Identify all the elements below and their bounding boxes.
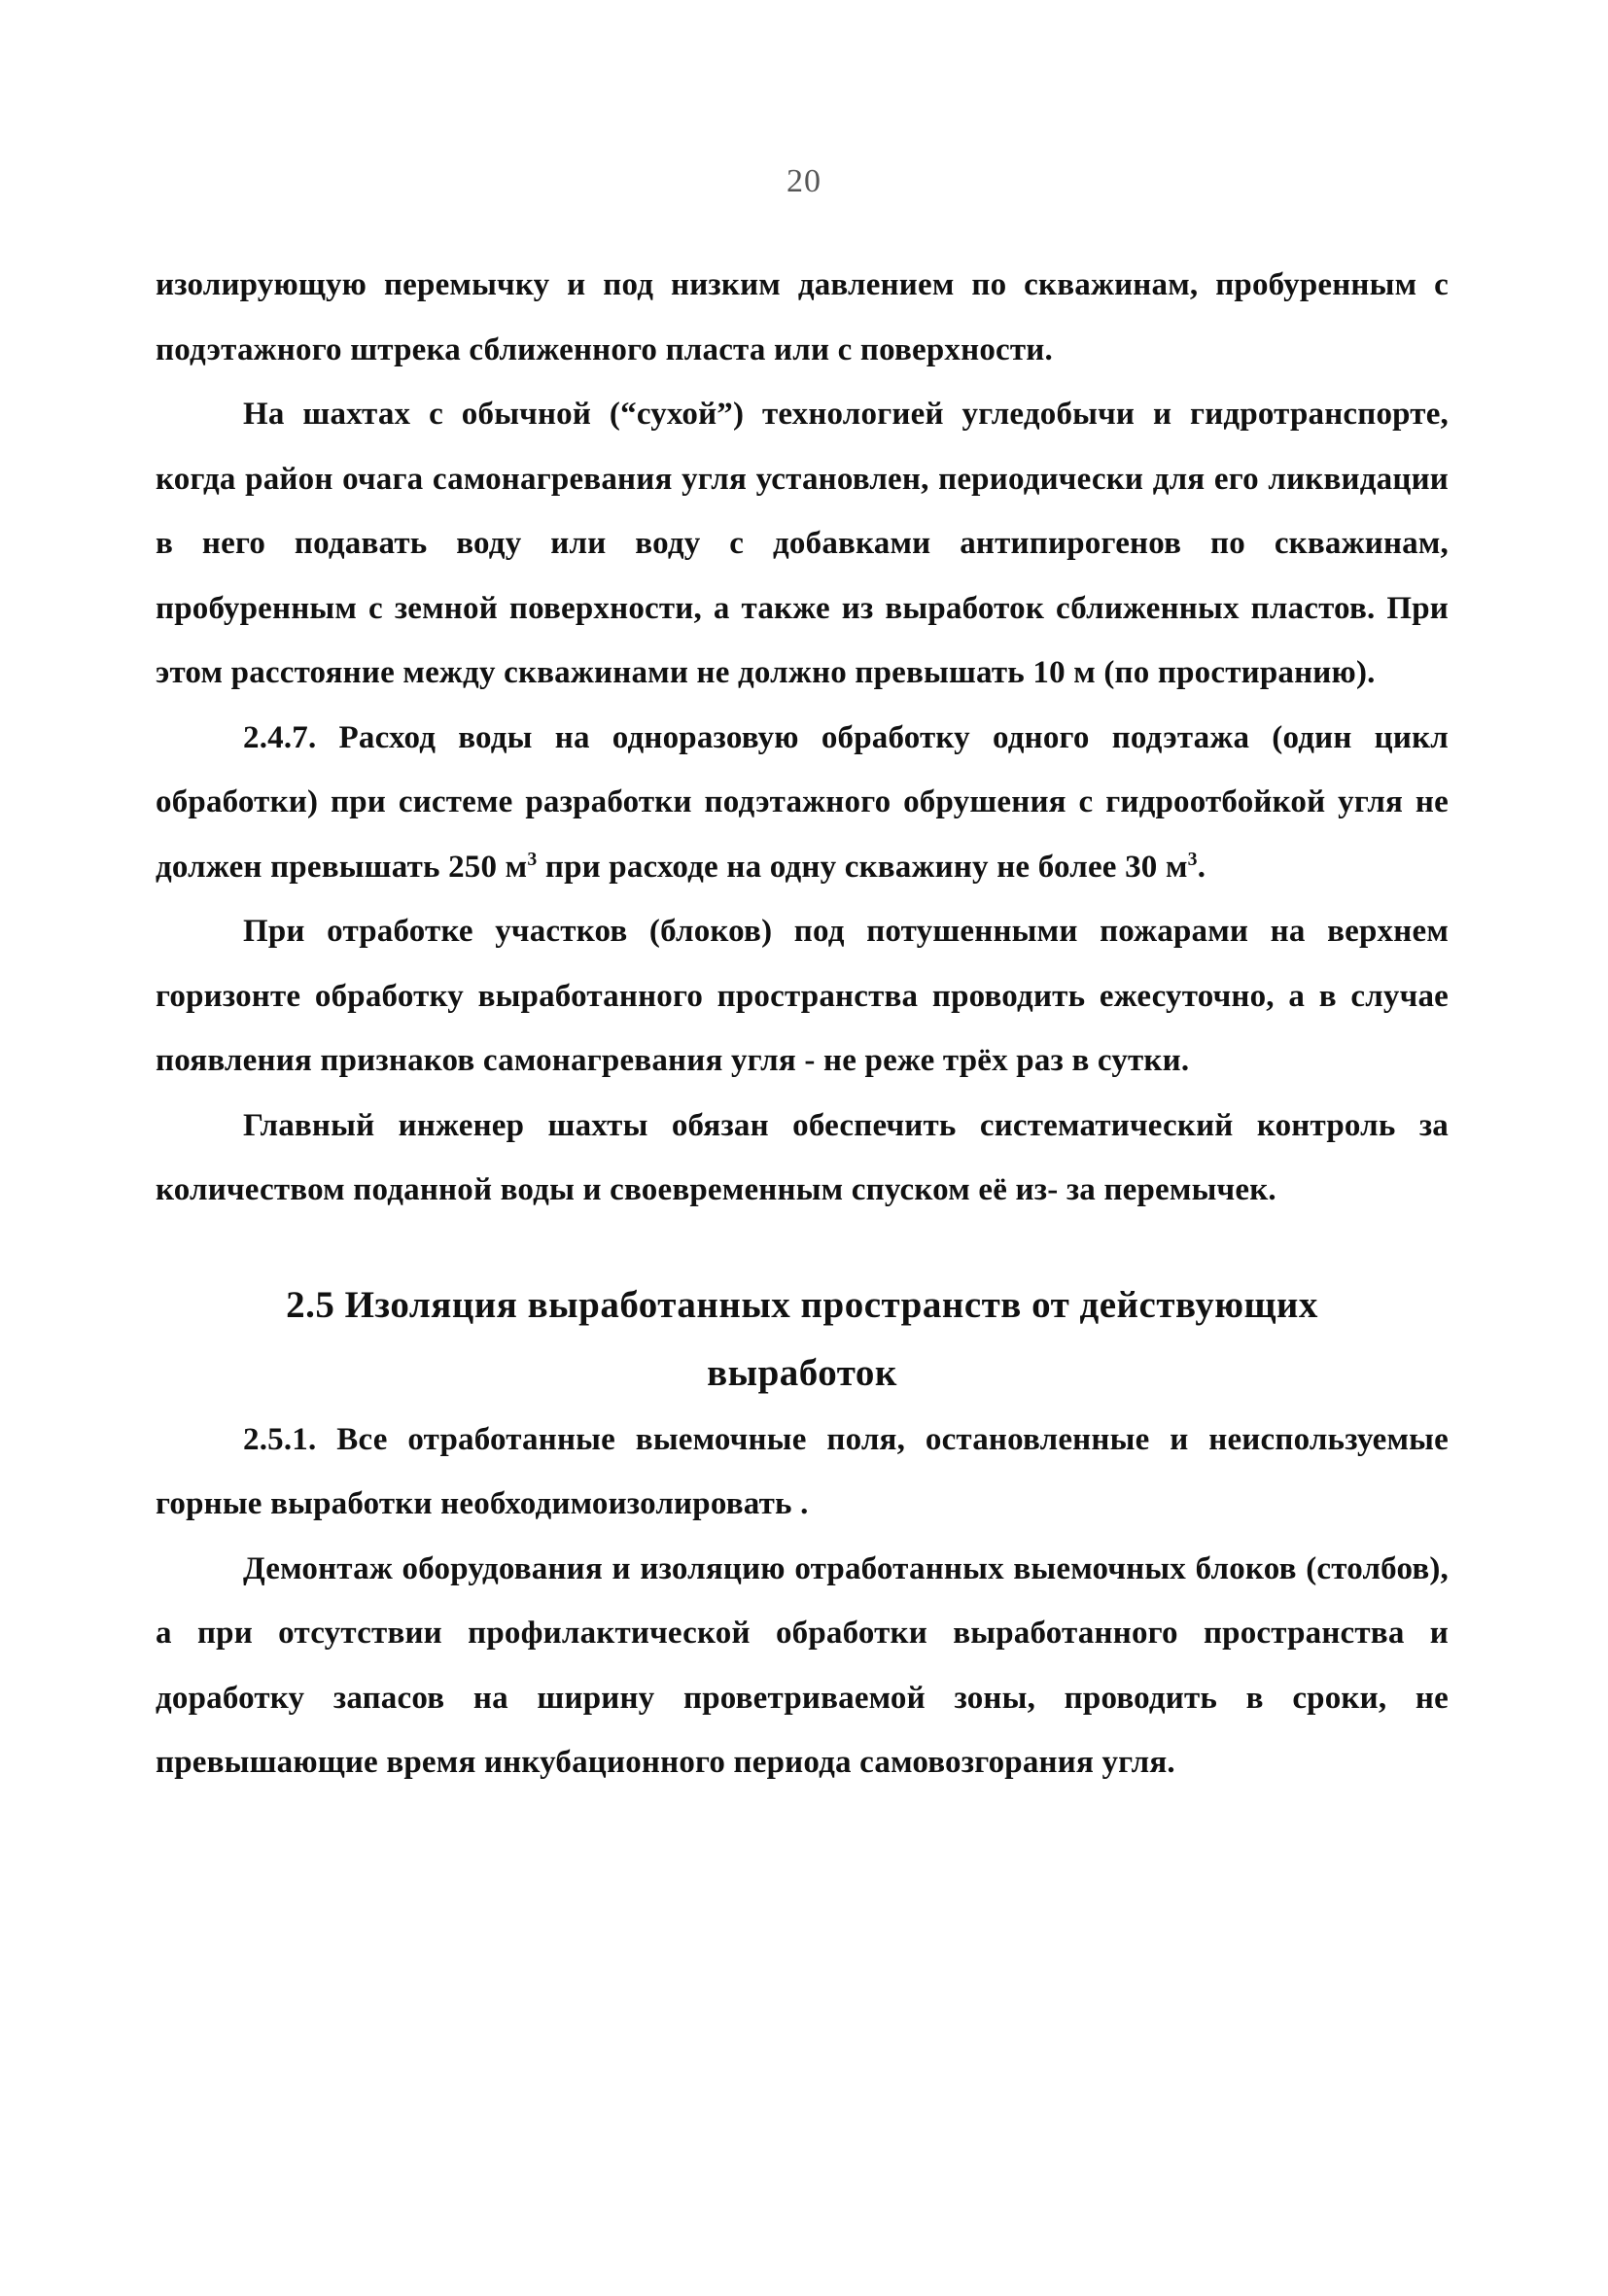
superscript-cubic: 3 bbox=[527, 848, 538, 870]
paragraph-continuation: изолирующую перемычку и под низким давлением по скважинам, пробуренным с подэтажного штрека сближенного пласта или с поверхности. bbox=[156, 267, 1449, 367]
paragraph-2-4-7-text: 2.4.7. Расход воды на одноразовую обработку одного подэтажа (один цикл обработки) при системе разработки подэтажного обрушения с гидроотбойкой угля не должен превышать 250 м bbox=[156, 719, 1449, 885]
paragraph-2-5-1: 2.5.1. Все отработанные выемочные поля, остановленные и неиспользуемые горные выработки необходимоизолировать . bbox=[156, 1421, 1449, 1521]
paragraph-2-4-7 bbox=[156, 706, 1449, 900]
document-body bbox=[156, 253, 1449, 1795]
paragraph-dry-technology: На шахтах с обычной (“сухой”) технологией угледобычи и гидротранспорте, когда район очага самонагревания угля установлен, периодически для его ликвидации в него подавать воду или воду с добавками антипирогенов по скважинам, пробуренным с земной поверхности, а также из выработок сближенных пластов. При этом расстояние между скважинами не должно превышать 10 м (по простиранию). bbox=[156, 397, 1449, 690]
paragraph-dismantling: Демонтаж оборудования и изоляцию отработанных выемочных блоков (столбов), а при отсутствии профилактической обработки выработанного пространства и доработку запасов на ширину проветриваемой зоны, проводить в сроки, не превышающие время инкубационного периода самовозгорания угля. bbox=[156, 1550, 1449, 1780]
page-number: 20 bbox=[787, 163, 821, 199]
section-heading-line2: выработок bbox=[707, 1351, 897, 1394]
section-heading bbox=[156, 1223, 1449, 1408]
paragraph-blocks: При отработке участков (блоков) под потушенными пожарами на верхнем горизонте обработку выработанного пространства проводить ежесуточно, а в случае появления признаков самонагревания угля - не реже трёх раз в сутки. bbox=[156, 914, 1449, 1078]
section-heading-line1: 2.5 Изоляция выработанных пространств от действующих bbox=[286, 1283, 1318, 1326]
paragraph-chief-engineer: Главный инженер шахты обязан обеспечить систематический контроль за количеством поданной воды и своевременным спуском её из- за перемычек. bbox=[156, 1107, 1449, 1207]
paragraph-2-4-7-end: . bbox=[1197, 849, 1206, 885]
superscript-cubic-2: 3 bbox=[1187, 848, 1198, 870]
paragraph-2-4-7-text-cont: при расходе на одну скважину не более 30 м bbox=[537, 849, 1188, 885]
